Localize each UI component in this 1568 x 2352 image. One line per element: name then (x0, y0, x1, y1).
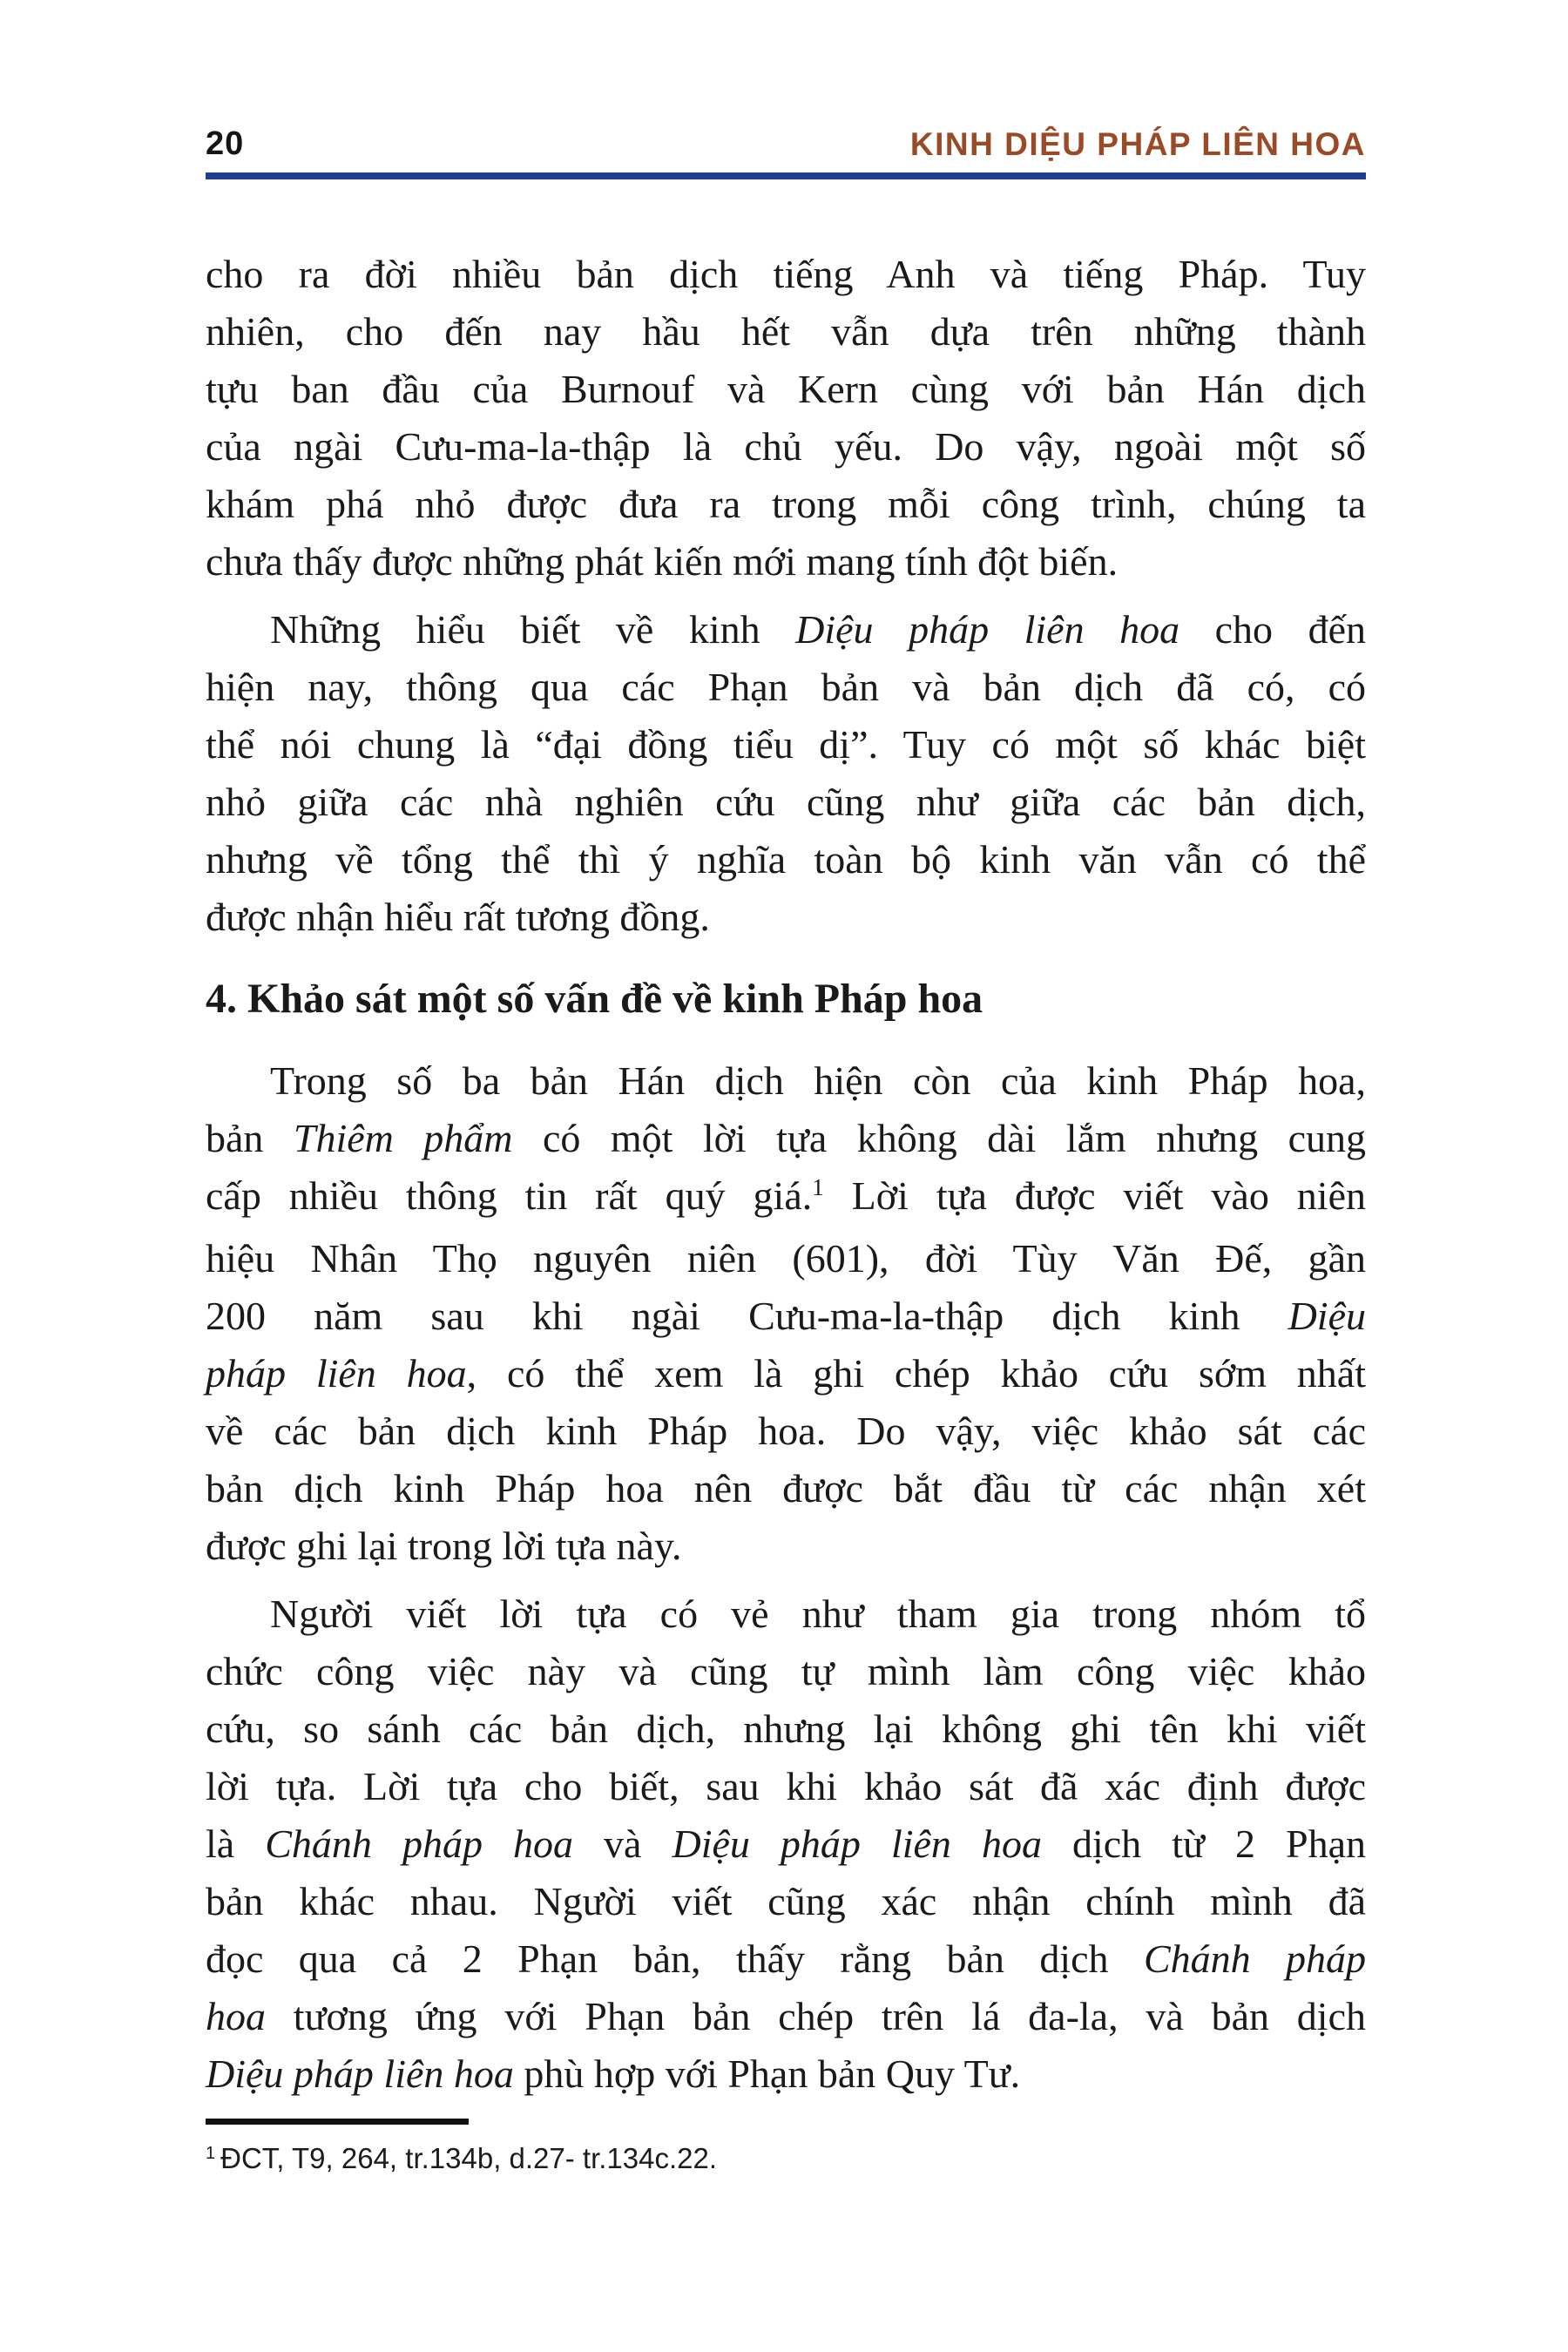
text-segment: Người viết lời tựa có vẻ như tham gia trong nhóm tổ (270, 1592, 1366, 1636)
text-segment: bản dịch kinh Pháp hoa nên được bắt đầu từ các nhận xét (206, 1466, 1366, 1511)
text-segment: chức công việc này và cũng tự mình làm công việc khảo (206, 1649, 1366, 1693)
text-segment: có một lời tựa không dài lắm nhưng cung (512, 1116, 1366, 1160)
text-segment: Diệu pháp liên hoa (672, 1821, 1042, 1866)
text-line (206, 774, 1366, 831)
text-line (206, 831, 1366, 889)
text-line (206, 1345, 1366, 1402)
text-segment: chưa thấy được những phát kiến mới mang tính đột biến. (206, 539, 1119, 584)
text-line (206, 476, 1366, 533)
running-header (206, 125, 1366, 163)
text-segment: là (206, 1821, 266, 1866)
footnote-ref: 1 (812, 1174, 824, 1200)
paragraph (206, 1585, 1366, 2103)
footnote-rule (206, 2119, 469, 2125)
text-segment: pháp liên hoa (206, 1351, 467, 1396)
text-segment: nhỏ giữa các nhà nghiên cứu cũng như giữa các bản dịch, (206, 780, 1366, 824)
footnote-text: ĐCT, T9, 264, tr.134b, d.27- tr.134c.22. (220, 2142, 718, 2174)
text-segment: cho đến (1179, 607, 1366, 652)
text-line (206, 889, 1366, 946)
text-line (206, 1585, 1366, 1643)
text-segment: hiện nay, thông qua các Phạn bản và bản dịch đã có, có (206, 665, 1366, 709)
text-line (206, 1288, 1366, 1345)
text-segment: thể nói chung là “đại đồng tiểu dị”. Tuy có một số khác biệt (206, 722, 1366, 767)
text-segment: 200 năm sau khi ngài Cưu-ma-la-thập dịch kinh (206, 1294, 1288, 1338)
text-segment: Chánh pháp (1143, 1936, 1366, 1981)
text-line (206, 418, 1366, 476)
paragraph (206, 601, 1366, 946)
text-segment: cấp nhiều thông tin rất quý giá. (206, 1173, 813, 1218)
text-line (206, 1758, 1366, 1815)
footnote (206, 2139, 717, 2182)
text-line (206, 716, 1366, 774)
text-segment: khám phá nhỏ được đưa ra trong mỗi công trình, chúng ta (206, 482, 1366, 526)
paragraph (206, 246, 1366, 591)
text-line (206, 1988, 1366, 2045)
text-segment: Trong số ba bản Hán dịch hiện còn của kinh Pháp hoa, (270, 1058, 1366, 1103)
text-segment: phù hợp với Phạn bản Quy Tư. (513, 2051, 1021, 2096)
text-segment: Thiêm phẩm (293, 1116, 513, 1160)
text-segment: và (572, 1821, 672, 1866)
text-segment: hoa (206, 1994, 266, 2038)
text-line (206, 361, 1366, 418)
text-segment: bản khác nhau. Người viết cũng xác nhận chính mình đã (206, 1879, 1366, 1923)
text-line (206, 1873, 1366, 1930)
text-line (206, 1643, 1366, 1700)
text-segment: hiệu Nhân Thọ nguyên niên (601), đời Tùy Văn Đế, gần (206, 1236, 1366, 1281)
text-line (206, 533, 1366, 591)
text-segment: về các bản dịch kinh Pháp hoa. Do vậy, việc khảo sát các (206, 1409, 1366, 1453)
text-line (206, 1460, 1366, 1517)
text-line (206, 303, 1366, 361)
text-segment: nhưng về tổng thể thì ý nghĩa toàn bộ kinh văn vẫn có thể (206, 837, 1366, 882)
text-segment: Diệu (1288, 1294, 1366, 1338)
text-segment: Diệu pháp liên hoa (795, 607, 1180, 652)
text-segment: dịch từ 2 Phạn (1041, 1821, 1366, 1866)
footnote-marker: 1 (206, 2144, 216, 2163)
text-line (206, 1167, 1366, 1230)
text-line (206, 1930, 1366, 1988)
text-segment: Những hiểu biết về kinh (270, 607, 796, 652)
text-segment: lời tựa. Lời tựa cho biết, sau khi khảo sát đã xác định được (206, 1764, 1366, 1808)
header-rule (206, 172, 1366, 179)
text-line (206, 1230, 1366, 1288)
paragraph (206, 1052, 1366, 1575)
page-number: 20 (206, 125, 245, 162)
text-segment: Chánh pháp hoa (265, 1821, 573, 1866)
text-segment: Diệu pháp liên hoa (206, 2051, 514, 2096)
text-line (206, 1815, 1366, 1873)
text-line (206, 659, 1366, 716)
text-line (206, 1700, 1366, 1758)
text-segment: của ngài Cưu-ma-la-thập là chủ yếu. Do vậy, ngoài một số (206, 424, 1366, 469)
text-segment: được nhận hiểu rất tương đồng. (206, 895, 710, 939)
section-heading: 4. Khảo sát một số vấn đề về kinh Pháp hoa (206, 976, 983, 1022)
text-segment: được ghi lại trong lời tựa này. (206, 1524, 682, 1568)
text-line (206, 1110, 1366, 1167)
text-line (206, 1052, 1366, 1110)
running-title: KINH DIỆU PHÁP LIÊN HOA (909, 126, 1366, 162)
text-line (206, 2045, 1366, 2103)
text-segment: đọc qua cả 2 Phạn bản, thấy rằng bản dịch (206, 1936, 1144, 1981)
text-segment: tương ứng với Phạn bản chép trên lá đa-la, và bản dịch (266, 1994, 1366, 2038)
text-line (206, 1402, 1366, 1460)
text-segment: tựu ban đầu của Burnouf và Kern cùng với bản Hán dịch (206, 367, 1366, 411)
text-segment: cho ra đời nhiều bản dịch tiếng Anh và tiếng Pháp. Tuy (206, 252, 1366, 296)
text-line (206, 246, 1366, 303)
text-segment: , có thể xem là ghi chép khảo cứu sớm nhất (466, 1351, 1367, 1396)
text-line (206, 1517, 1366, 1575)
text-line (206, 601, 1366, 659)
text-segment: bản (206, 1116, 294, 1160)
text-segment: cứu, so sánh các bản dịch, nhưng lại không ghi tên khi viết (206, 1707, 1366, 1751)
body-content (206, 246, 1366, 2113)
text-segment: Lời tựa được viết vào niên (823, 1173, 1366, 1218)
text-segment: nhiên, cho đến nay hầu hết vẫn dựa trên những thành (206, 309, 1366, 354)
